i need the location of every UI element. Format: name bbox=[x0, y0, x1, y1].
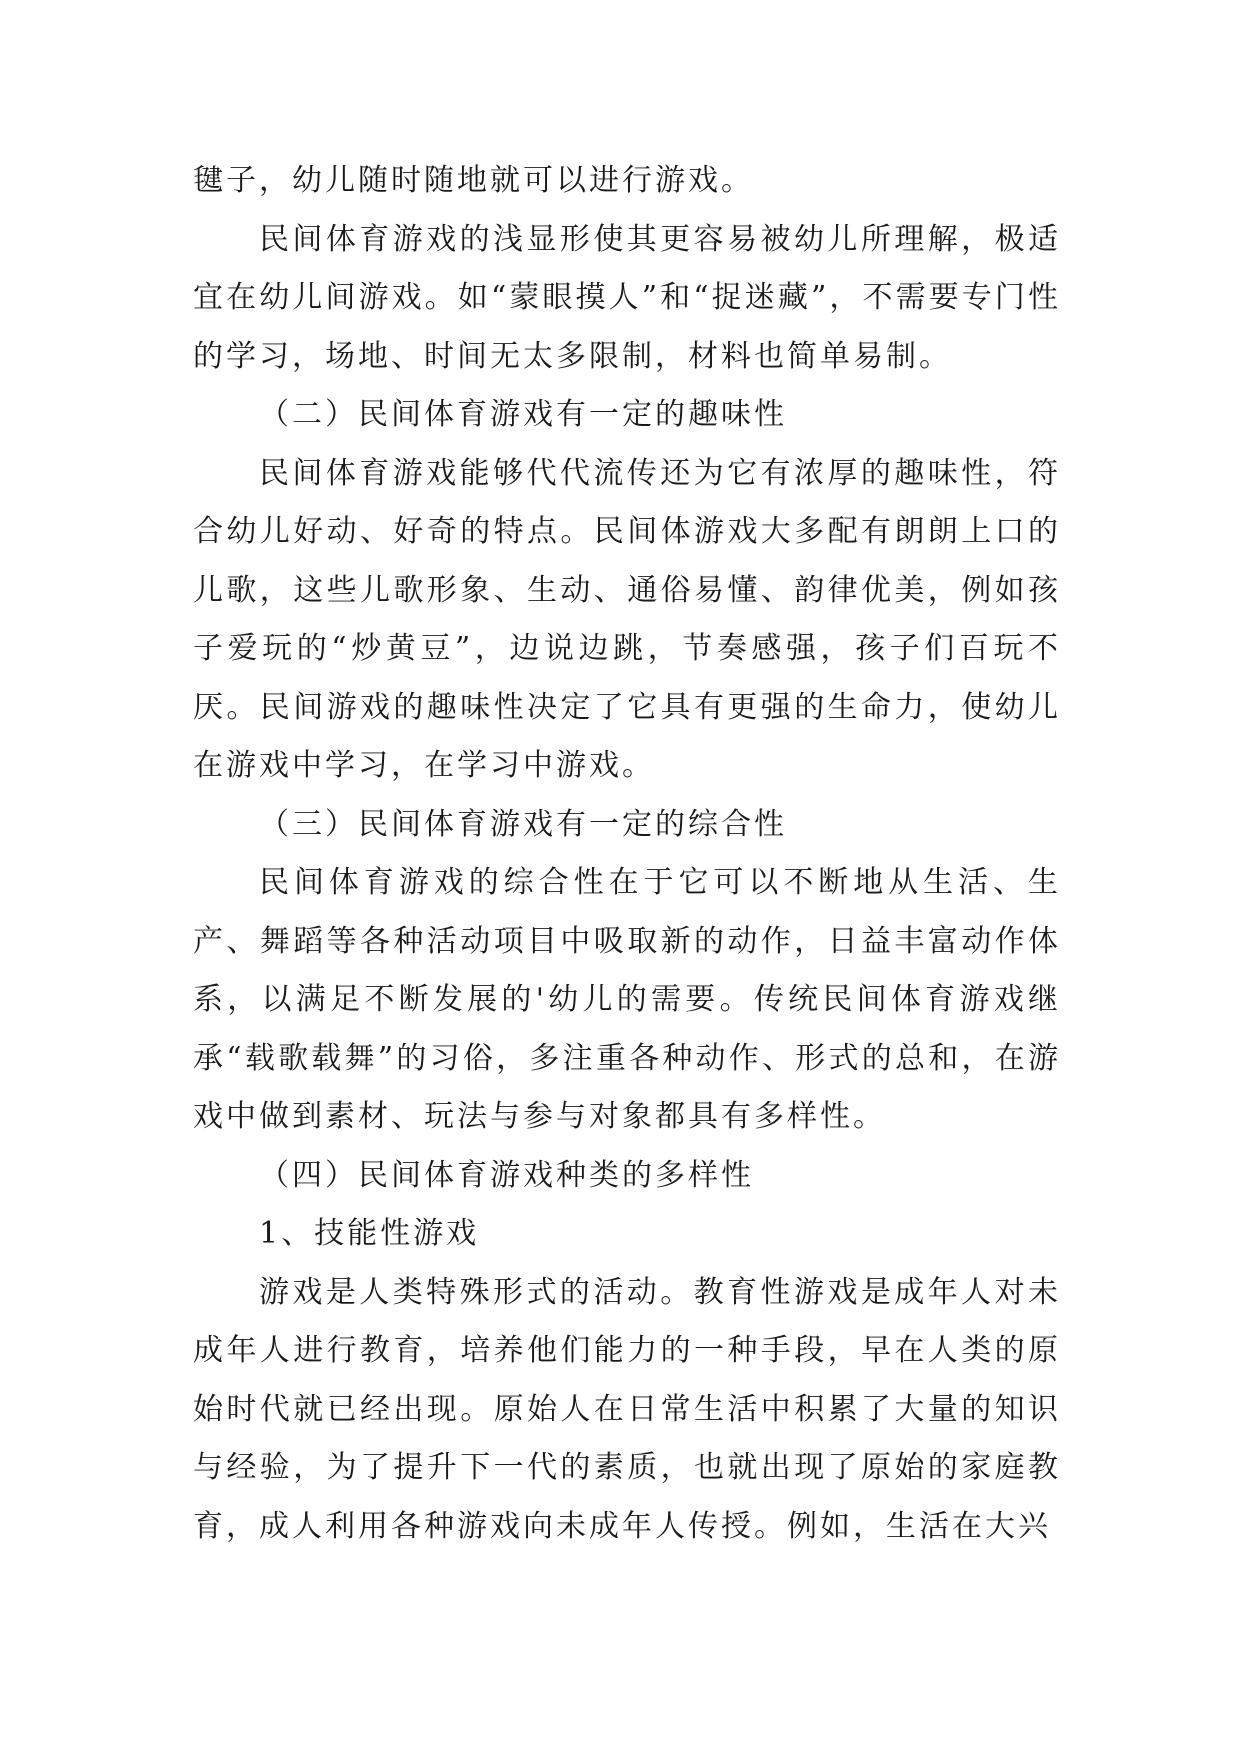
paragraph-folk-games-simplicity: 民间体育游戏的浅显形使其更容易被幼儿所理解，极适宜在幼儿间游戏。如“蒙眼摸人”和“捉迷藏”，不需要专门性的学习，场地、时间无太多限制，材料也简单易制。 bbox=[193, 221, 1061, 374]
document-body bbox=[193, 152, 1061, 1556]
paragraph-interest: 民间体育游戏能够代代流传还为它有浓厚的趣味性，符合幼儿好动、好奇的特点。民间体游戏大多配有朗朗上口的儿歌，这些儿歌形象、生动、通俗易懂、韵律优美，例如孩子爱玩的“炒黄豆”，边说边跳，节奏感强，孩子们百玩不厌。民间游戏的趣味性决定了它具有更强的生命力，使幼儿在游戏中学习，在学习中游戏。 bbox=[193, 455, 1061, 783]
section-heading-interest: （二）民间体育游戏有一定的趣味性 bbox=[259, 397, 787, 432]
section-heading-comprehensive: （三）民间体育游戏有一定的综合性 bbox=[259, 806, 787, 842]
paragraph-skill-games: 游戏是人类特殊形式的活动。教育性游戏是成年人对未成年人进行教育，培养他们能力的一种手段，早在人类的原始时代就已经出现。原始人在日常生活中积累了大量的知识与经验，为了提升下一代的素质，也就出现了原始的家庭教育，成人利用各种游戏向未成年人传授。例如，生活在大兴 bbox=[193, 1274, 1061, 1544]
paragraph-continuation: 毽子，幼儿随时随地就可以进行游戏。 bbox=[193, 163, 754, 198]
section-heading-diversity: （四）民间体育游戏种类的多样性 bbox=[259, 1157, 754, 1193]
paragraph-comprehensive: 民间体育游戏的综合性在于它可以不断地从生活、生产、舞蹈等各种活动项目中吸取新的动作，日益丰富动作体系，以满足不断发展的'幼儿的需要。传统民间体育游戏继承“载歌载舞”的习俗，多注重各种动作、形式的总和，在游戏中做到素材、玩法与参与对象都具有多样性。 bbox=[193, 865, 1061, 1134]
subsection-heading-skill-games: 1、技能性游戏 bbox=[259, 1216, 480, 1251]
